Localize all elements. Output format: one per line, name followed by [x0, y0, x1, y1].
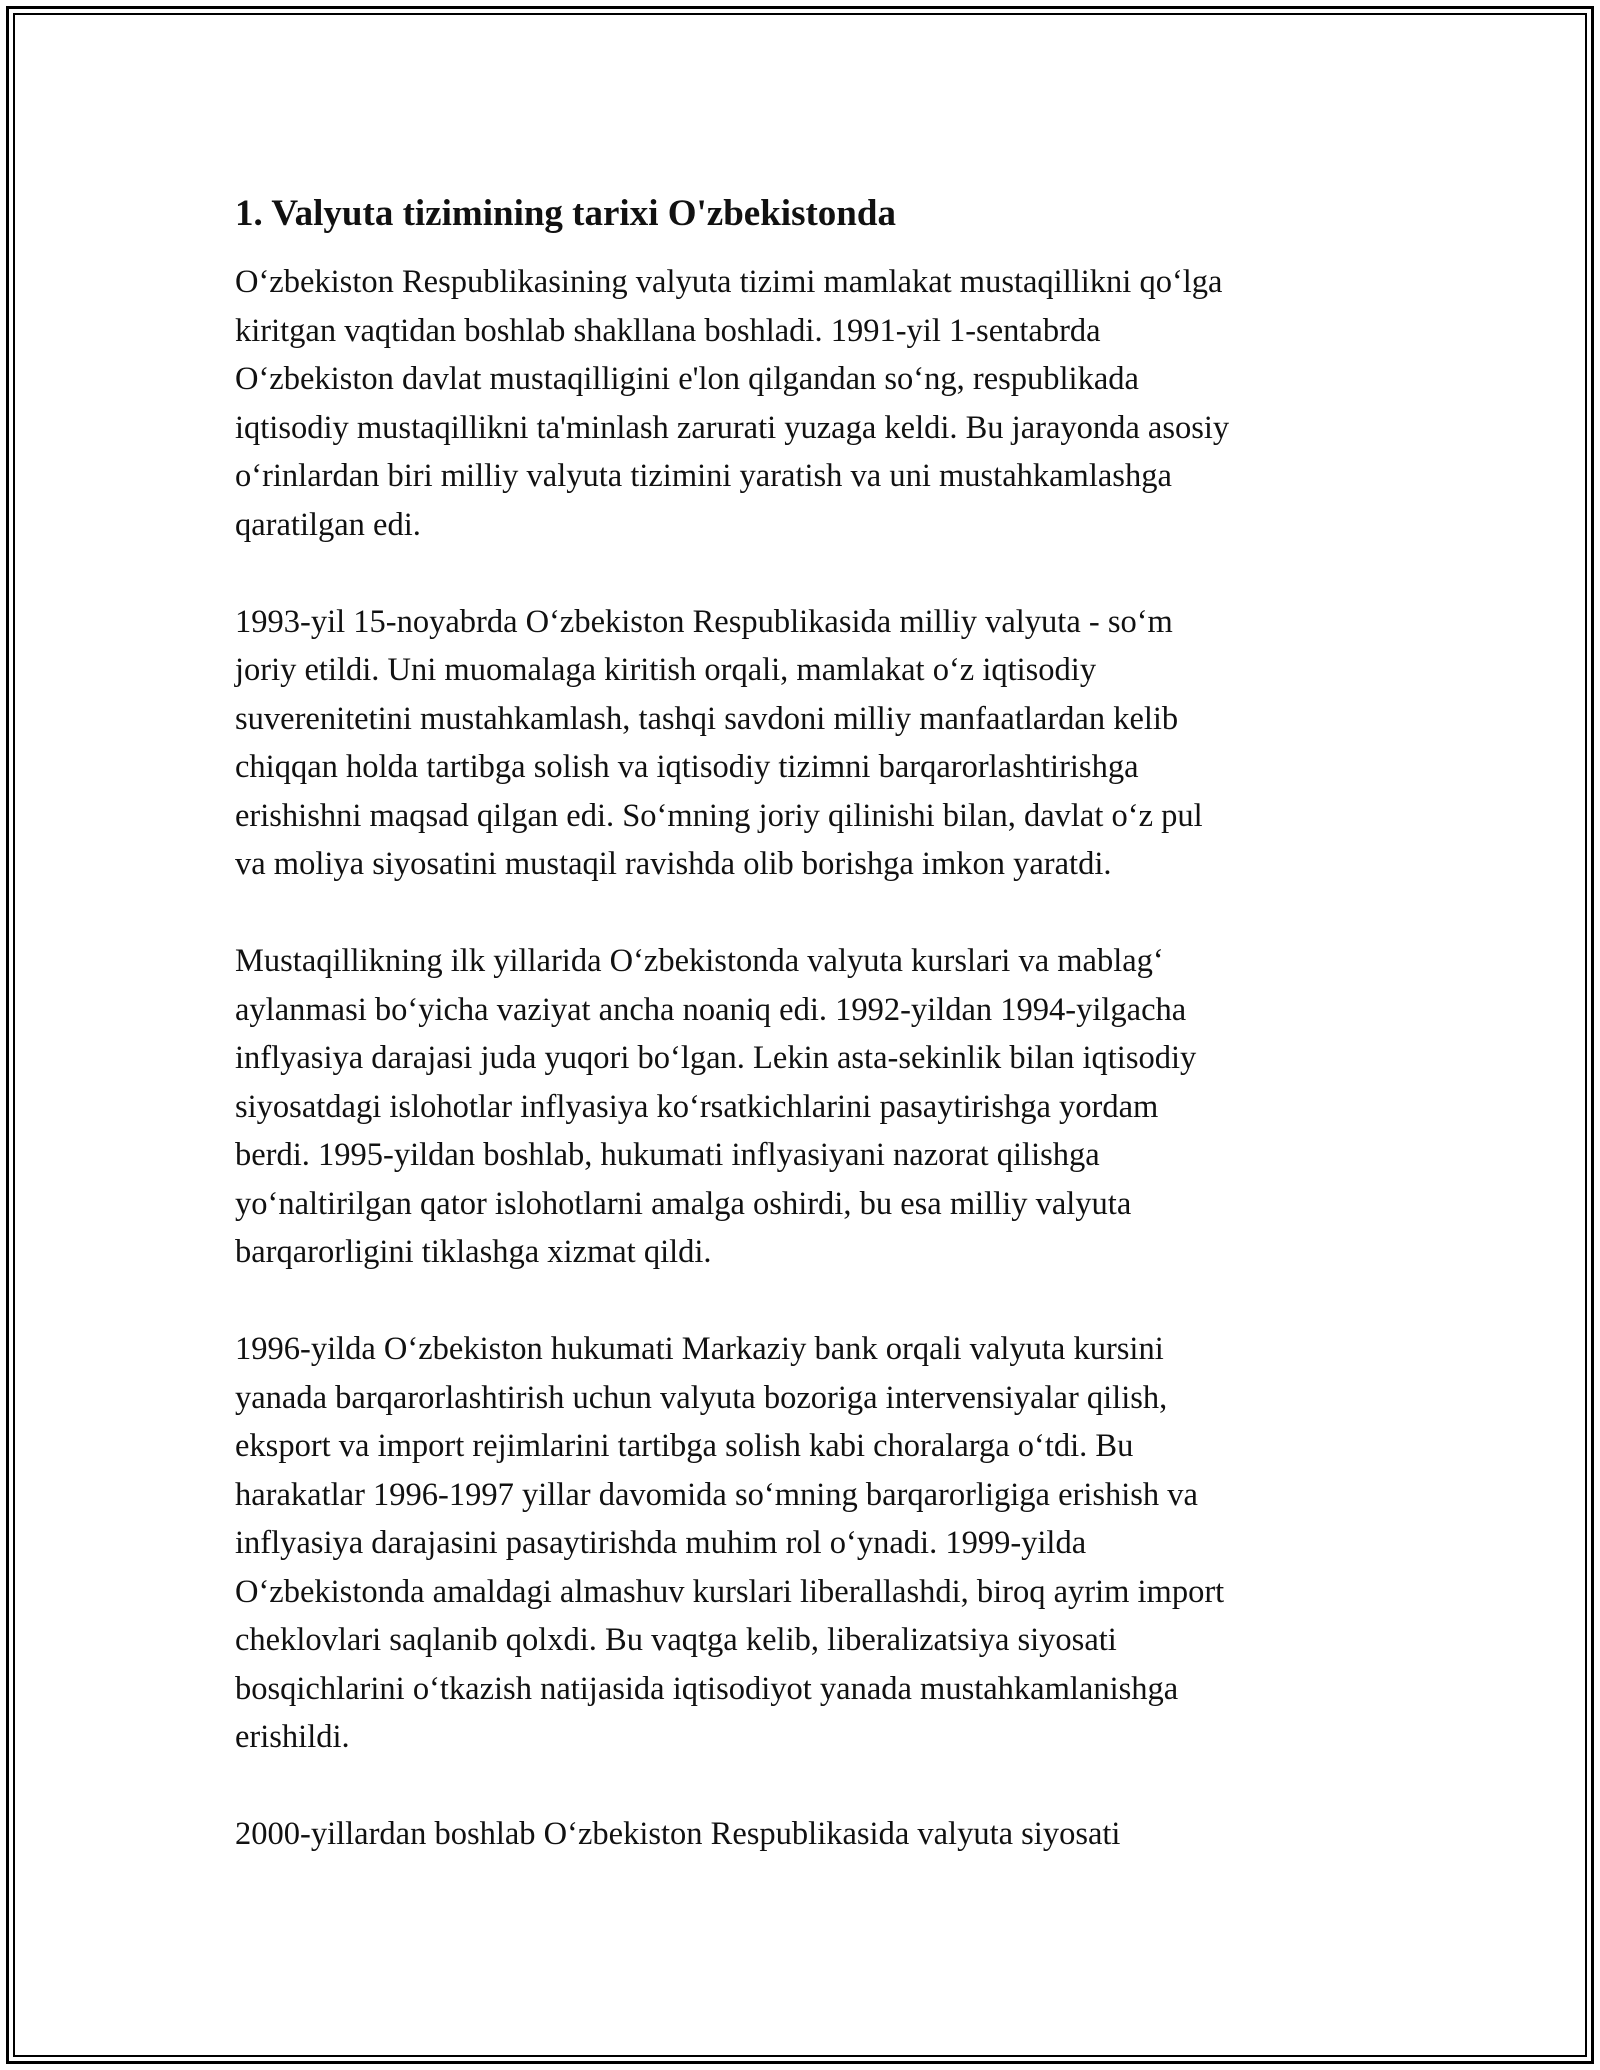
text-line: siyosatdagi islohotlar inflyasiya ko‘rsatkichlarini pasaytirishga yordam — [235, 1088, 1159, 1125]
text-line: bosqichlarini o‘tkazish natijasida iqtisodiyot yanada mustahkamlanishga — [235, 1670, 1179, 1707]
text-line: harakatlar 1996-1997 yillar davomida so‘mning barqarorligiga erishish va — [235, 1476, 1198, 1513]
text-line: erishishni maqsad qilgan edi. So‘mning joriy qilinishi bilan, davlat o‘z pul — [235, 797, 1203, 834]
text-line: o‘rinlardan biri milliy valyuta tizimini yaratish va uni mustahkamlashga — [235, 458, 1172, 494]
text-line: cheklovlari saqlanib qolxdi. Bu vaqtga kelib, liberalizatsiya siyosati — [235, 1622, 1117, 1658]
text-line: 2000-yillardan boshlab O‘zbekiston Respublikasida valyuta siyosati — [235, 1816, 1121, 1852]
text-line: va moliya siyosatini mustaqil ravishda olib borishga imkon yaratdi. — [235, 846, 1112, 882]
text-line: suverenitetini mustahkamlash, tashqi savdoni milliy manfaatlardan kelib — [235, 700, 1179, 737]
paragraph-5 — [235, 1810, 1375, 1859]
text-line: qaratilgan edi. — [235, 506, 421, 543]
text-line: inflyasiya darajasini pasaytirishda muhim rol o‘ynadi. 1999-yilda — [235, 1525, 1087, 1561]
text-line: 1993-yil 15-noyabrda O‘zbekiston Respublikasida milliy valyuta - so‘m — [235, 603, 1173, 640]
text-line: O‘zbekiston davlat mustaqilligini e'lon qilgandan so‘ng, respublikada — [235, 361, 1139, 397]
text-line: barqarorligini tiklashga xizmat qildi. — [235, 1234, 712, 1270]
text-line: eksport va import rejimlarini tartibga solish kabi choralarga o‘tdi. Bu — [235, 1428, 1134, 1464]
text-line: erishildi. — [235, 1719, 350, 1755]
paragraph-4 — [235, 1325, 1375, 1762]
text-line: chiqqan holda tartibga solish va iqtisodiy tizimni barqarorlashtirishga — [235, 749, 1139, 785]
text-line: iqtisodiy mustaqillikni ta'minlash zarurati yuzaga keldi. Bu jarayonda asosiy — [235, 409, 1230, 446]
paragraph-1 — [235, 258, 1375, 549]
text-line: kiritgan vaqtidan boshlab shakllana boshladi. 1991-yil 1-sentabrda — [235, 312, 1101, 349]
paragraph-2 — [235, 598, 1375, 889]
paragraph-3 — [235, 937, 1375, 1277]
page-title: 1. Valyuta tizimining tarixi O'zbekistonda — [235, 193, 896, 234]
text-line: yanada barqarorlashtirish uchun valyuta bozoriga intervensiyalar qilish, — [235, 1379, 1168, 1416]
text-line: joriy etildi. Uni muomalaga kiritish orqali, mamlakat o‘z iqtisodiy — [235, 652, 1097, 688]
text-line: 1996-yilda O‘zbekiston hukumati Markaziy bank orqali valyuta kursini — [235, 1331, 1164, 1367]
text-line: aylanmasi bo‘yicha vaziyat ancha noaniq edi. 1992-yildan 1994-yilgacha — [235, 991, 1187, 1028]
text-line: O‘zbekiston Respublikasining valyuta tizimi mamlakat mustaqillikni qo‘lga — [235, 264, 1223, 300]
text-line: O‘zbekistonda amaldagi almashuv kurslari liberallashdi, biroq ayrim import — [235, 1573, 1225, 1610]
text-line: Mustaqillikning ilk yillarida O‘zbekistonda valyuta kurslari va mablag‘ — [235, 943, 1164, 979]
text-line: yo‘naltirilgan qator islohotlarni amalga oshirdi, bu esa milliy valyuta — [235, 1185, 1132, 1222]
text-line: berdi. 1995-yildan boshlab, hukumati inflyasiyani nazorat qilishga — [235, 1137, 1100, 1173]
text-line: inflyasiya darajasi juda yuqori bo‘lgan. Lekin asta-sekinlik bilan iqtisodiy — [235, 1040, 1197, 1076]
document-page — [235, 180, 1375, 1859]
